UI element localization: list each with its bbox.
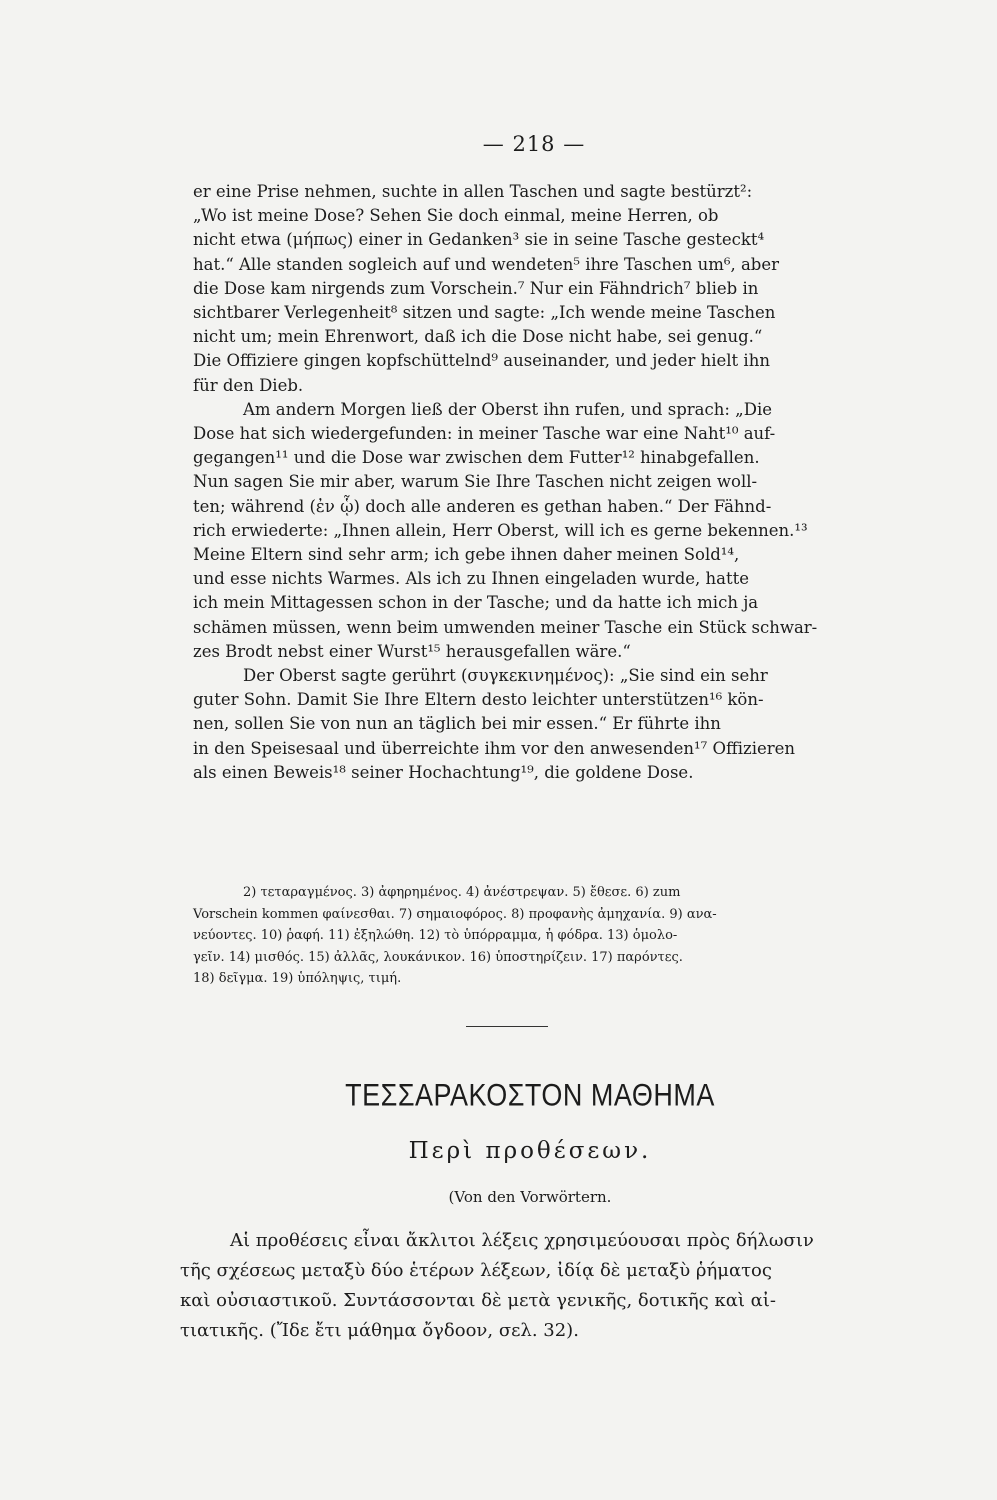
text-line: Nun sagen Sie mir aber, warum Sie Ihre Taschen nicht zeigen woll- [193,472,758,492]
text-line: ich mein Mittagessen schon in der Tasche; und da hatte ich mich ja [193,593,759,613]
text-line: zes Brodt nebst einer Wurst¹⁵ herausgefallen wäre.“ [193,641,631,661]
text-line: sichtbarer Verlegenheit⁸ sitzen und sagte: „Ich wende meine Taschen [193,303,776,323]
page-number: — 218 — [482,132,586,156]
text-line: Die Offiziere gingen kopfschüttelnd⁹ auseinander, und jeder hielt ihn [193,351,770,371]
text-line: Dose hat sich wiedergefunden: in meiner Tasche war eine Naht¹⁰ auf- [193,424,776,444]
text-line: er eine Prise nehmen, suchte in allen Taschen und sagte bestürzt²: [193,182,753,201]
greek-line: τῆς σχέσεως μεταξὺ δύο ἑτέρων λέξεων, ἰδίᾳ δὲ μεταξὺ ῥήματος [180,1260,772,1281]
footnote-line: γεῖν. 14) μισθός. 15) ἀλλᾶς, λουκάνικον. 16) ὑποστηρίζειν. 17) παρόντες. [193,949,683,965]
text-line: nicht um; mein Ehrenwort, daß ich die Dose nicht habe, sei genug.“ [193,327,763,347]
text-line: die Dose kam nirgends zum Vorschein.⁷ Nur ein Fähndrich⁷ blieb in [193,278,759,298]
text-line: Der Oberst sagte gerührt (συγκεκινημένος): „Sie sind ein sehr [243,666,768,686]
text-line: hat.“ Alle standen sogleich auf und wendeten⁵ ihre Taschen um⁶, aber [193,254,780,274]
text-line: rich erwiederte: „Ihnen allein, Herr Oberst, will ich es gerne bekennen.¹³ [193,520,808,540]
text-line: in den Speisesaal und überreichte ihm vor den anwesenden¹⁷ Offizieren [193,738,796,758]
main-text [193,180,873,785]
section-divider [466,1026,548,1027]
paragraph-1 [193,180,873,398]
text-line: Am andern Morgen ließ der Oberst ihn rufen, und sprach: „Die [243,399,772,419]
footnotes [193,882,873,990]
greek-line: καὶ οὐσιαστικοῦ. Συντάσσονται δὲ μετὰ γενικῆς, δοτικῆς καὶ αἰ- [180,1290,776,1311]
text-line: schämen müssen, wenn beim umwenden meiner Tasche ein Stück schwar- [193,617,818,637]
paragraph-3 [193,664,873,785]
lesson-title: ΤΕΣΣΑΡΑΚΟΣΤΟΝ ΜΑΘΗΜΑ [345,1077,715,1113]
greek-line: τιατικῆς. (Ἴδε ἔτι μάθημα ὄγδοον, σελ. 32). [180,1320,579,1341]
text-line: nicht etwa (μήπως) einer in Gedanken³ sie in seine Tasche gesteckt⁴ [193,230,765,250]
text-line: Meine Eltern sind sehr arm; ich gebe ihnen daher meinen Sold¹⁴, [193,545,740,565]
text-line: „Wo ist meine Dose? Sehen Sie doch einmal, meine Herren, ob [193,206,719,226]
text-line: nen, sollen Sie von nun an täglich bei mir essen.“ Er führte ihn [193,714,721,734]
footnote-line: 2) τεταραγμένος. 3) ἀφηρημένος. 4) ἀνέστρεψαν. 5) ἔθεσε. 6) zum [243,885,681,900]
text-line: gegangen¹¹ und die Dose war zwischen dem Futter¹² hinabgefallen. [193,448,760,468]
footnote-line: 18) δεῖγμα. 19) ὑπόληψις, τιμή. [193,971,402,986]
text-line: und esse nichts Warmes. Als ich zu Ihnen eingeladen wurde, hatte [193,569,750,589]
lesson-subtitle-german: (Von den Vorwörtern. [448,1188,612,1206]
paragraph-2 [193,398,873,664]
footnote-line: νεύοντες. 10) ῥαφή. 11) ἐξηλώθη. 12) τὸ ὑπόρραμμα, ἡ φόδρα. 13) ὁμολο- [193,928,678,943]
text-line: ten; während (ἐν ᾧ) doch alle anderen es gethan haben.“ Der Fähnd- [193,496,772,516]
footnote-line: Vorschein kommen φαίνεσθαι. 7) σημαιοφόρος. 8) προφανὴς ἀμηχανία. 9) ανα- [193,906,717,922]
lesson-subtitle: Περὶ προθέσεων. [408,1138,652,1164]
text-line: als einen Beweis¹⁸ seiner Hochachtung¹⁹, die goldene Dose. [193,762,694,782]
text-line: guter Sohn. Damit Sie Ihre Eltern desto leichter unterstützen¹⁶ kön- [193,690,764,710]
greek-paragraph [180,1226,880,1346]
greek-line: Αἱ προθέσεις εἶναι ἄκλιτοι λέξεις χρησιμεύουσαι πρὸς δήλωσιν [230,1230,814,1251]
text-line: für den Dieb. [193,375,304,395]
